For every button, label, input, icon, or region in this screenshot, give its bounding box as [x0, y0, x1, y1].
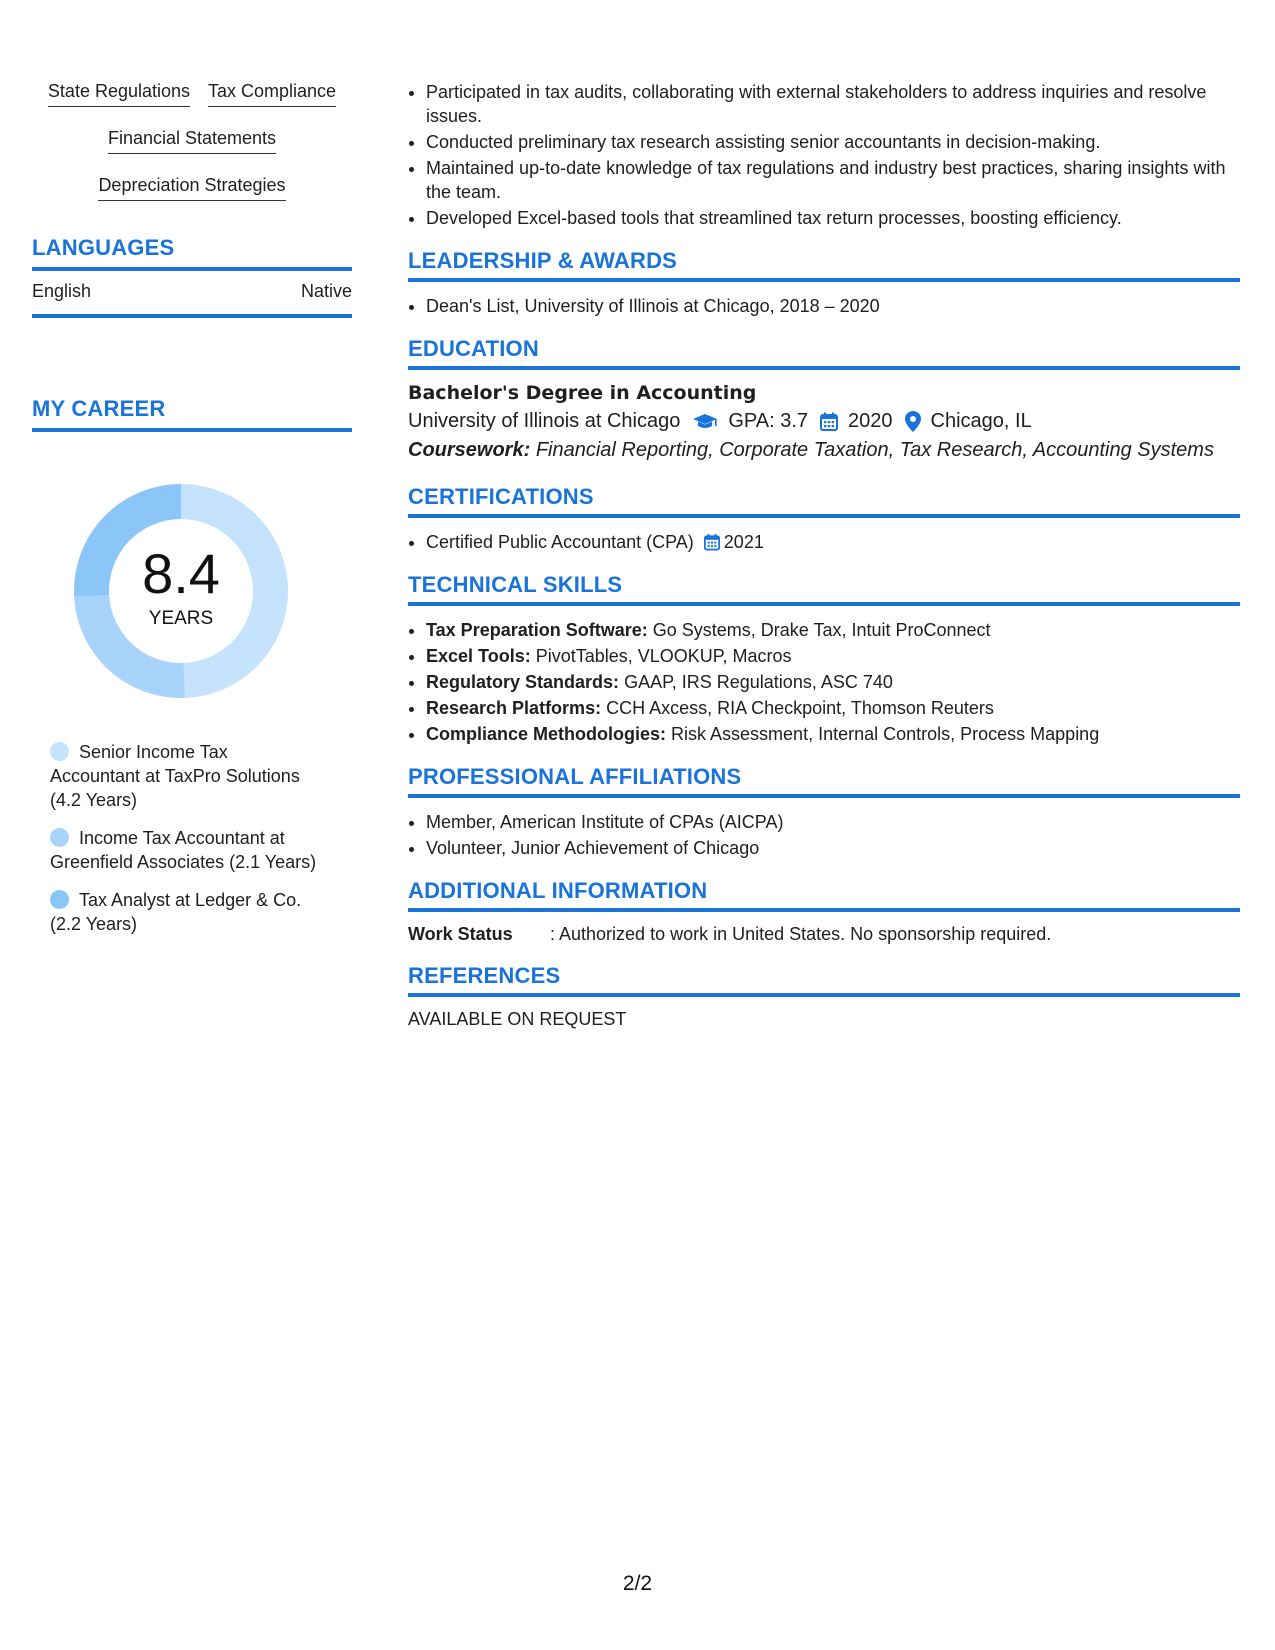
career-legend-item [50, 740, 320, 812]
legend-dot [50, 828, 69, 847]
affiliation-item: • Member, American Institute of CPAs (AICPA) [426, 810, 1240, 834]
skill-value: PivotTables, VLOOKUP, Macros [535, 646, 792, 666]
experience-bullet: • Conducted preliminary tax research assisting senior accountants in decision-making. [426, 130, 1240, 154]
career-legend [50, 740, 320, 936]
affiliation-item: • Volunteer, Junior Achievement of Chicago [426, 836, 1240, 860]
certification-name: Certified Public Accountant (CPA) [426, 532, 694, 552]
legend-dot [50, 890, 69, 909]
coursework-list: Financial Reporting, Corporate Taxation, Tax Research, Accounting Systems [535, 439, 1214, 461]
certification-item [426, 530, 1240, 554]
experience-bullets [408, 80, 1240, 230]
career-section [32, 396, 352, 936]
affiliations-section [408, 764, 1240, 860]
career-total-years: 8.4 [142, 542, 220, 605]
skill-tag: Depreciation Strategies [98, 176, 285, 201]
languages-title: LANGUAGES [32, 235, 352, 271]
left-column [32, 82, 352, 950]
skill-item [426, 618, 1240, 642]
right-column [408, 80, 1240, 1030]
page-number: 2/2 [622, 1572, 653, 1595]
experience-bullet: • Developed Excel-based tools that streamlined tax return processes, boosting efficiency. [426, 206, 1240, 230]
career-legend-item [50, 888, 320, 936]
calendar-icon [820, 412, 838, 431]
leadership-item: • Dean's List, University of Illinois at Chicago, 2018 – 2020 [426, 294, 1240, 318]
technical-skills-title: TECHNICAL SKILLS [408, 572, 1240, 606]
leadership-title: LEADERSHIP & AWARDS [408, 248, 1240, 282]
graduation-cap-icon [692, 413, 718, 431]
experience-bullet: • Maintained up-to-date knowledge of tax regulations and industry best practices, sharing insights with the team. [426, 156, 1240, 204]
additional-info-title: ADDITIONAL INFORMATION [408, 878, 1240, 912]
technical-skills-section [408, 572, 1240, 746]
additional-info-section [408, 878, 1240, 945]
skill-label: Regulatory Standards: [426, 672, 620, 692]
skill-tag: State Regulations [48, 82, 190, 107]
education-year: 2020 [848, 410, 893, 432]
education-coursework [408, 439, 1240, 462]
location-pin-icon [905, 411, 921, 432]
references-section [408, 963, 1240, 1030]
calendar-icon [704, 533, 720, 551]
career-legend-item [50, 826, 320, 874]
skill-item [426, 644, 1240, 668]
skill-item [426, 696, 1240, 720]
education-school: University of Illinois at Chicago [408, 410, 681, 432]
affiliations-title: PROFESSIONAL AFFILIATIONS [408, 764, 1240, 798]
skill-label: Excel Tools: [426, 646, 531, 666]
leadership-section [408, 248, 1240, 318]
skill-tag: Financial Statements [108, 129, 276, 154]
skill-item [426, 722, 1240, 746]
skill-tags [32, 82, 352, 201]
coursework-label: Coursework: [408, 439, 531, 461]
work-status-value: : Authorized to work in United States. No sponsorship required. [550, 924, 1052, 944]
education-location: Chicago, IL [930, 410, 1032, 432]
skill-item [426, 670, 1240, 694]
skill-tag: Tax Compliance [208, 82, 336, 107]
skill-label: Compliance Methodologies: [426, 724, 667, 744]
language-name: English [32, 281, 92, 301]
language-row [32, 271, 352, 318]
career-legend-label: Income Tax Accountant at Greenfield Associates (2.1 Years) [50, 828, 317, 872]
career-total-unit: YEARS [148, 608, 214, 629]
certifications-section [408, 484, 1240, 554]
references-text: AVAILABLE ON REQUEST [408, 1009, 627, 1029]
education-title: EDUCATION [408, 336, 1240, 370]
work-status-label: Work Status [408, 924, 513, 944]
skill-label: Tax Preparation Software: [426, 620, 648, 640]
education-section [408, 336, 1240, 462]
education-gpa: GPA: 3.7 [728, 410, 809, 432]
languages-section [32, 235, 352, 318]
skill-label: Research Platforms: [426, 698, 602, 718]
legend-dot [50, 742, 69, 761]
certifications-title: CERTIFICATIONS [408, 484, 1240, 518]
education-details [408, 410, 1240, 433]
career-legend-label: Tax Analyst at Ledger & Co. (2.2 Years) [50, 890, 302, 934]
career-legend-label: Senior Income Tax Accountant at TaxPro Solutions (4.2 Years) [50, 742, 300, 810]
skill-value: CCH Axcess, RIA Checkpoint, Thomson Reuters [606, 698, 994, 718]
career-donut-chart [66, 476, 296, 706]
experience-bullet: • Participated in tax audits, collaborating with external stakeholders to address inquiries and resolve issues. [426, 80, 1240, 128]
career-title: MY CAREER [32, 396, 352, 432]
language-level: Native [300, 281, 352, 301]
work-status-row [408, 924, 1240, 945]
skill-value: Risk Assessment, Internal Controls, Process Mapping [671, 724, 1100, 744]
skill-value: Go Systems, Drake Tax, Intuit ProConnect [652, 620, 991, 640]
references-title: REFERENCES [408, 963, 1240, 997]
certification-year: 2021 [723, 532, 764, 552]
education-degree: Bachelor's Degree in Accounting [408, 382, 757, 404]
skill-value: GAAP, IRS Regulations, ASC 740 [624, 672, 893, 692]
